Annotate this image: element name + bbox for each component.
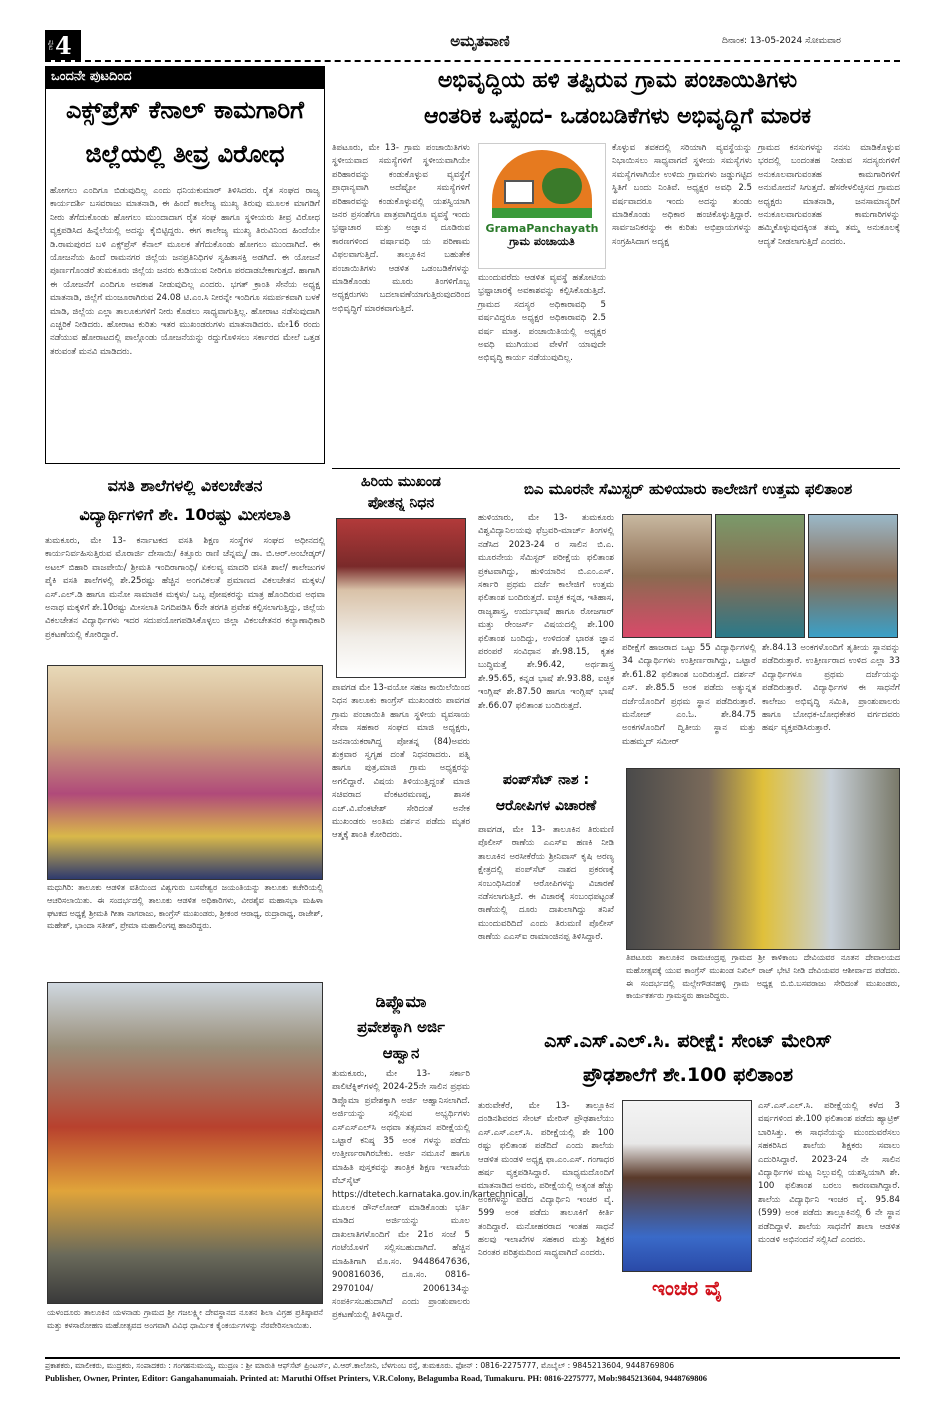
photo-basava-caption: ಮಧುಗಿರಿ: ತಾಲೂಕು ಆಡಳಿತ ವತಿಯಿಂದ ವಿಶ್ವಗುರು ಬಸವೇಶ್ವರ ಜಯಂತಿಯನ್ನು ತಾಲೂಕು ಕಚೇರಿಯಲ್ಲಿ ಆಚರಿಸಲಾಯಿತು. ಈ ಸಂದರ್ಭದಲ್ಲಿ ತಾಲೂಕು ಆಡಳಿತ ಅಧಿಕಾರಿಗಳು, ವೀರಶೈವ ಮಹಾಸಭಾ ಮಹಿಳಾ ಘಟಕದ ಅಧ್ಯಕ್ಷೆ ಶ್ರೀಮತಿ ಗೀತಾ ನಾಗರಾಜು, ಕಾಂಗ್ರೆಸ್ ಮುಖಂಡರು, ಶ್ರೀಕಂಠ ಆರಾಧ್ಯ, ರುದ್ರಾರಾಧ್ಯ, ರಾಜೇಶ್, ಮಹೇಶ್, ಭಾಂದಾ ಸತೀಶ್, ಪ್ರೇಮಾ ಮಹಾಲಿಂಗಪ್ಪ ಹಾಜರಿದ್ದರು. [47,883,323,931]
divider [332,468,900,469]
sslc-body-2: ಎಸ್.ಎಸ್.ಎಲ್.ಸಿ. ಪರೀಕ್ಷೆಯಲ್ಲಿ ಕಳೆದ 3 ವರ್ಷಗಳಿಂದ ಶೇ.100 ಫಲಿತಾಂಶ ಪಡೆದು ಹ್ಯಾಟ್ರಿಕ್ ಬಾರಿಸಿತ್ತು. ಈ ಸಾಧನೆಯನ್ನು ಮುಂದುವರೆಸಲು ಸಹಕರಿಸಿದ ಶಾಲೆಯ ಶಿಕ್ಷಕರು ಸವಾಲು ಎದುರಿಸಿದ್ದಾರೆ. 2023-24 ನೇ ಸಾಲಿನ ವಿದ್ಯಾರ್ಥಿಗಳ ಮಟ್ಟ ನಿಲ್ಲುವಲ್ಲಿ ಯಶಸ್ವಿಯಾಗಿ ಶೇ. 100 ಫಲಿತಾಂಶ ಬರಲು ಕಾರಣವಾಗಿದ್ದಾರೆ. ಶಾಲೆಯ ವಿದ್ಯಾರ್ಥಿನಿ ಇಂಚರ ವೈ. 95.84 (599) ಅಂಕ ಪಡೆದು ತಾಲ್ಲೂಕಿನಲ್ಲಿ 6 ನೇ ಸ್ಥಾನ ಪಡೆದಿದ್ದಾಳೆ. ಶಾಲೆಯ ಸಾಧನೆಗೆ ಶಾಲಾ ಆಡಳಿತ ಮಂಡಳಿ ಅಭಿನಂದನೆ ಸಲ್ಲಿಸಿದೆ ಎಂದರು. [758,1101,900,1246]
headline-pumpset-2: ಆರೋಪಿಗಳ ವಿಚಾರಣೆ [495,798,597,814]
headline-canal-2: ಜಿಲ್ಲೆಯಲ್ಲಿ ತೀವ್ರ ವಿರೋಧ [85,140,285,168]
masthead-divider [45,60,900,62]
diploma-body: ತುಮಕೂರು, ಮೇ 13- ಸರ್ಕಾರಿ ಪಾಲಿಟೆಕ್ನಿಕ್‌ಗಳಲ್ಲಿ 2024-25ನೇ ಸಾಲಿನ ಪ್ರಥಮ ಡಿಪ್ಲೊಮಾ ಪ್ರವೇಶಕ್ಕಾಗಿ ಅರ್ಜಿ ಆಹ್ವಾನಿಸಲಾಗಿದೆ. ಅರ್ಜಿಯನ್ನು ಸಲ್ಲಿಸುವ ಅಭ್ಯರ್ಥಿಗಳು ಎಸ್‌ಎಸ್‌ಎಲ್‌ಸಿ ಅಥವಾ ತತ್ಸಮಾನ ಪರೀಕ್ಷೆಯಲ್ಲಿ ಒಟ್ಟಾರೆ ಕನಿಷ್ಠ 35 ಅಂಕ ಗಳನ್ನು ಪಡೆದು ಉತ್ತೀರ್ಣರಾಗಿರಬೇಕು. ಅರ್ಜಿ ನಮೂನೆ ಹಾಗೂ ಮಾಹಿತಿ ಪುಸ್ತಕವನ್ನು ತಾಂತ್ರಿಕ ಶಿಕ್ಷಣ ಇಲಾಖೆಯ ವೆಬ್‌ಸೈಟ್ https://dtetech.karnataka.gov.in/kartechnical ಮೂಲಕ ಡೌನ್‌ಲೋಡ್ ಮಾಡಿಕೊಂಡು ಭರ್ತಿ ಮಾಡಿದ ಅರ್ಜಿಯನ್ನು ಮೂಲ ದಾಖಲಾತಿಗಳೊಂದಿಗೆ ಮೇ 21ರ ಸಂಜೆ 5 ಗಂಟೆಯೊಳಗೆ ಸಲ್ಲಿಸಬಹುದಾಗಿದೆ. ಹೆಚ್ಚಿನ ಮಾಹಿತಿಗಾಗಿ ಮೊ.ಸಂ. 9448647636, 900816036, ದೂ.ಸಂ. 0816-2970104/ 2006134ನ್ನು ಸಂಪರ್ಕಿಸಬಹುದಾಗಿದೆ ಎಂದು ಪ್ರಾಂಶುಪಾಲರು ಪ್ರಕಟಣೆಯಲ್ಲಿ ತಿಳಿಸಿದ್ದಾರೆ. [332,1069,526,1321]
story-reservation-body: ತುಮಕೂರು, ಮೇ 13- ಕರ್ನಾಟಕದ ವಸತಿ ಶಿಕ್ಷಣ ಸಂಸ್ಥೆಗಳ ಸಂಘದ ಅಧೀನದಲ್ಲಿ ಕಾರ್ಯನಿರ್ವಹಿಸುತ್ತಿರುವ ಮೊರಾರ್ಜಿ ದೇಸಾಯಿ/ ಕಿತ್ತೂರು ರಾಣಿ ಚೆನ್ನಮ್ಮ/ ಡಾ. ಬಿ.ಆರ್.ಅಂಬೇಡ್ಕರ್/ ಅಟಲ್ ಬಿಹಾರಿ ವಾಜಪೇಯಿ/ ಶ್ರೀಮತಿ ಇಂದಿರಾಗಾಂಧಿ/ ಏಕಲವ್ಯ ಮಾದರಿ ವಸತಿ ಶಾಲೆ/ ಕಾಲೇಜುಗಳ ಪೈಕಿ ವಸತಿ ಶಾಲೆಗಳಲ್ಲಿ ಶೇ.25ರಷ್ಟು ಹೆಚ್ಚಿನ ಅಂಗವಿಕಲತೆ ಪ್ರಮಾಣದ ವಿಕಲಚೇತನ ಮಕ್ಕಳು/ ಎಸ್.ಎಲ್.ಡಿ ಹಾಗೂ ಮನೋ ಸಾಮಾಜಿಕ ಮಕ್ಕಳು/ ಒಬ್ಬ ಪೋಷಕರನ್ನು ಮಾತ್ರ ಹೊಂದಿರುವ ಅಥವಾ ಅನಾಥ ಮಕ್ಕಳಿಗೆ ಶೇ.10ರಷ್ಟು ಮೀಸಲಾತಿ ನಿಗದಿಪಡಿಸಿ 6ನೇ ತರಗತಿ ಪ್ರವೇಶ ಕಲ್ಪಿಸಲಾಗುತ್ತಿದ್ದು, ಜಿಲ್ಲೆಯ ವಿಕಲಚೇತನ ವಿದ್ಯಾರ್ಥಿಗಳು ಇದರ ಸದುಪಯೋಗಪಡಿಸಿಕೊಳ್ಳಲು ಜಿಲ್ಲಾ ವಿಕಲಚೇತನರ ಕಲ್ಯಾಣಾಧಿಕಾರಿ ಪ್ರಕಟಣೆಯಲ್ಲಿ ಕೋರಿದ್ದಾರೆ. [45,536,325,640]
headline-diploma-1: ಡಿಪ್ಲೊಮಾ [375,992,427,1011]
panchayat-col-4: ಗ್ರಾಮದ ಕನಸುಗಳನ್ನು ನನಸು ಮಾಡಿಕೊಳ್ಳುವ ಭರದಲ್ಲಿ ಬಂದಂತಹ ನೀಡುವ ಸದಸ್ಯರುಗಳಿಗೆ ಅನುಕೂಲವಾಗುವಂತಹ ಕಾಮಗಾರಿಗಳಿಗೆ ಅನುಮೋದನೆ ಸಿಗುತ್ತದೆ. ಹೆಸರೇಳಲಿಚ್ಛಿಸದ ಗ್ರಾಮದ ಅಧ್ಯಕ್ಷರು ಮಾತನಾಡಿ, ಜನಸಾಮಾನ್ಯರಿಗೆ ಅನುಕೂಲವಾಗುವಂತಹ ಕಾಮಗಾರಿಗಳನ್ನು ಹಮ್ಮಿಕೊಳ್ಳುವುದಕ್ಕಿಂತ ತಮ್ಮ ತಮ್ಮ ಅನುಕೂಲಕ್ಕೆ ಆದ್ಯತೆ ನೀಡಲಾಗುತ್ತಿದೆ ಎಂದರು. [758,143,900,247]
photo-topper-2 [715,514,805,638]
headline-canal-1: ಎಕ್ಸ್‌ಪ್ರೆಸ್ ಕೆನಾಲ್ ಕಾಮಗಾರಿಗೆ [66,96,304,124]
student-name: ಇಂಚರ ವೈ [651,1276,723,1300]
house-icon [504,180,534,204]
panchayat-col-3: ಕೊಳ್ಳುವ ತವಕದಲ್ಲಿ ಸರಿಯಾಗಿ ವ್ಯವಸ್ಥೆಯನ್ನು ನಿಭಾಯಿಸಲು ಸಾಧ್ಯವಾಗದೆ ಸ್ಥಳೀಯ ಸಮಸ್ಯೆಗಳು ಸಮಸ್ಯೆಗಳಾಗಿಯೇ ಉಳಿದು ಗ್ರಾಮಗಳು ಜಡ್ಡುಗಟ್ಟಿದ ಸ್ಥಿತಿಗೆ ಬಂದು ನಿಂತಿವೆ. ಅಧ್ಯಕ್ಷರ ಅವಧಿ 2.5 ವರ್ಷವಾದರೂ ಇಂದು ಅದನ್ನು ತುಂಡು ಮಾಡಿಕೊಂಡು ಅಧಿಕಾರ ಹಂಚಿಕೊಳ್ಳುತ್ತಿದ್ದಾರೆ. ಸಾರ್ವಜನಿಕರನ್ನು ಈ ಕುರಿತು ಅಭಿಪ್ರಾಯಗಳನ್ನು ಸಂಗ್ರಹಿಸಿದಾಗ ಅದ್ಯಕ್ಷ [612,143,752,247]
headline-reservation-1: ವಸತಿ ಶಾಲೆಗಳಲ್ಲಿ ವಿಕಲಚೇತನ [107,476,263,495]
story-canal-body: ಹೋಗಲು ಎಂದಿಗೂ ಬಿಡುವುದಿಲ್ಲ ಎಂದು ಧನಿಯಕುಮಾರ್ ತಿಳಿಸಿದರು. ರೈತ ಸಂಘದ ರಾಜ್ಯ ಕಾರ್ಯದರ್ಶಿ ಬಸವರಾಜು ಮಾತನಾಡಿ, ಈ ಹಿಂದೆ ಕಾಲೇಜ್ಯ ಮುಖ್ಯ ತಿರುವು ಮೂಲಕ ಮಾಗಡಿಗೆ ನೀರು ತೆಗೆದುಕೊಂಡು ಹೋಗಲು ಮುಂದಾದಾಗ ರೈತ ಸಂಘ ಹಾಗೂ ಸ್ಥಳೀಯರು ತೀವ್ರ ವಿರೋಧ ವ್ಯಕ್ತಪಡಿಸಿದ ಹಿನ್ನೆಲೆಯಲ್ಲಿ ಅದನ್ನು ಕೈಬಿಟ್ಟಿದ್ದರು. ಈಗ ಕಾಲೇಜ್ಯ ಮುಖ್ಯ ತಿರುವಿನಿಂದ ಹಿಂದೆಯೇ ಡಿ.ರಾಮಪುರದ ಬಳಿ ಎಕ್ಸ್‌ಪ್ರೆಸ್ ಕೆನಾಲ್ ಮೂಲಕ ತೆಗೆದುಕೊಂಡು ಹೋಗಲು ಮುಂದಾಗಿದೆ. ಈ ಯೋಜನೆಯ ಹಿಂದೆ ರಾಮನಗರ ಜಿಲ್ಲೆಯ ಜನಪ್ರತಿನಿಧಿಗಳ ಸ್ವಹಿತಾಸಕ್ತಿ ಅಡಗಿದೆ. ಈ ಯೋಜನೆ ಪೂರ್ಣಗೊಂಡರೆ ತುಮಕೂರು ಜಿಲ್ಲೆಯ ಜನರು ಕುಡಿಯುವ ನೀರಿಗೂ ಪರದಾಡಬೇಕಾಗುತ್ತದೆ. ಹಾಗಾಗಿ ಈ ಯೋಜನೆಗೆ ಎಂದಿಗೂ ಅವಕಾಶ ನೀಡುವುದಿಲ್ಲ ಎಂದರು. ಭಗತ್ ಕ್ರಾಂತಿ ಸೇನೆಯ ಅಧ್ಯಕ್ಷ ಮಾತನಾಡಿ, ಜಿಲ್ಲೆಗೆ ಮಂಜೂರಾಗಿರುವ 24.08 ಟಿ.ಎಂ.ಸಿ ನೀರನ್ನೇ ಇಂದಿಗೂ ಸಮರ್ಪಕವಾಗಿ ಬಳಕೆ ಮಾಡಿ, ಜಿಲ್ಲೆಯ ಎಲ್ಲಾ ತಾಲೂಕುಗಳಿಗೆ ನೀರು ಕೊಡಲು ಸಾಧ್ಯವಾಗುತ್ತಿಲ್ಲ. ಹೋರಾಟ ನಡೆಸುವುದಾಗಿ ಎಚ್ಚರಿಕೆ ನೀಡಿದರು. ಹೋರಾಟ ಕುರಿತು ಇತರ ಮುಖಂಡರುಗಳು ಮಾತನಾಡಿದರು. ಮೇ16 ರಂದು ನಡೆಯುವ ಹೋರಾಟದಲ್ಲಿ ಪಾಲ್ಗೊಂಡು ಯೋಜನೆಯನ್ನು ರದ್ದುಗೊಳಿಸಲು ಸರ್ಕಾರದ ಮೇಲೆ ಒತ್ತಡ ತರುವಂತೆ ಮನವಿ ಮಾಡಿದರು. [50,186,320,357]
photo-toppers [622,514,898,638]
sslc-body-1: ತುರುವೇಕೆರೆ, ಮೇ 13- ತಾಲ್ಲೂಕಿನ ದಂಡಿನಶಿವರದ ಸೇಂಟ್ ಮೇರಿಸ್ ಪ್ರೌಢಶಾಲೆಯು ಎಸ್.ಎಸ್.ಎಲ್.ಸಿ. ಪರೀಕ್ಷೆಯಲ್ಲಿ ಶೇ 100 ರಷ್ಟು ಫಲಿತಾಂಶ ಪಡೆದಿದೆ ಎಂದು ಶಾಲೆಯ ಆಡಳಿತ ಮಂಡಳಿ ಅಧ್ಯಕ್ಷ ಫಾ.ಎಂ.ಎಸ್. ಗಂಗಾಧರ ಹರ್ಷ ವ್ಯಕ್ತಪಡಿಸಿದ್ದಾರೆ. ಮಾಧ್ಯಮದೊಂದಿಗೆ ಮಾತನಾಡಿದ ಅವರು, ಪರೀಕ್ಷೆಯಲ್ಲಿ ಅತ್ಯಂತ ಹೆಚ್ಚು ಅಂಕಗಳನ್ನು ಪಡೆದ ವಿದ್ಯಾರ್ಥಿನಿ ಇಂಚರ ವೈ. 599 ಅಂಕ ಪಡೆದು ತಾಲೂಕಿಗೆ ಕೀರ್ತಿ ತಂದಿದ್ದಾರೆ. ಮನೋಹರರಾದ ಇಂತಹ ಸಾಧನೆ ಹಲವು ಇಲಾಖೆಗಳ ಸಹಕಾರ ಮತ್ತು ಶಿಕ್ಷಕರ ನಿರಂತರ ಪರಿಶ್ರಮದಿಂದ ಸಾಧ್ಯವಾಗಿದೆ ಎಂದರು. [478,1101,614,1259]
page-number: 4 [55,30,72,60]
photo-temple-crowd [47,982,323,1304]
grama-panchayath-logo [478,143,606,269]
obituary-body: ಪಾವಗಡ ಮೇ 13-ವಯೋ ಸಹಜ ಕಾಯಿಲೆಯಿಂದ ನಿಧನ ತಾಲೂಕು ಕಾಂಗ್ರೆಸ್ ಮುಖಂಡರು ಪಾವಗಡ ಗ್ರಾಮ ಪಂಚಾಯಿತಿ ಹಾಗೂ ಸ್ಥಳೀಯ ವ್ಯವಸಾಯ ಸೇವಾ ಸಹಕಾರ ಸಂಘದ ಮಾಜಿ ಅಧ್ಯಕ್ಷರು, ಜನನಾಯಕರಾಗಿದ್ದ ಪೋತನ್ನ (84)ಅವರು ಶುಕ್ರವಾರ ಸ್ವಗೃಹ ದಂತೆ ನಿಧನರಾದರು. ಪತ್ನಿ ಹಾಗೂ ಪುತ್ರ,ಮಾಜಿ ಗ್ರಾಮ ಅಧ್ಯಕ್ಷರನ್ನು ಅಗಲಿದ್ದಾರೆ. ವಿಷಯ ತಿಳಿಯುತ್ತಿದ್ದಂತೆ ಮಾಜಿ ಸಚಿವರಾದ ವೆಂಕಟರಮಣಪ್ಪ, ಶಾಸಕ ಎಚ್.ವಿ.ವೆಂಕಟೇಶ್ ಸೇರಿದಂತೆ ಅನೇಕ ಮುಖಂಡರು ಅಂತಿಮ ದರ್ಶನ ಪಡೆದು ಮೃತರ ಆತ್ಮಕ್ಕೆ ಶಾಂತಿ ಕೋರಿದರು. [332,683,470,841]
paper-name: ಅಮೃತವಾಣಿ [450,32,510,50]
photo-topper-1 [622,514,712,638]
headline-diploma-2: ಪ್ರವೇಶಕ್ಕಾಗಿ ಅರ್ಜಿ [357,1018,445,1036]
results-body-1: ಹುಳಿಯಾರು, ಮೇ 13- ತುಮಕೂರು ವಿಶ್ವವಿದ್ಯಾನಿಲಯವು ಫೆಬ್ರವರಿ-ಮಾರ್ಚ್ ತಿಂಗಳಲ್ಲಿ ನಡೆಸಿದ 2023-24 ರ ಸಾಲಿನ ಬಿ.ಎ. ಮೂರನೇಯ ಸೆಮಿಸ್ಟರ್ ಪರೀಕ್ಷೆಯ ಫಲಿತಾಂಶ ಪ್ರಕಟವಾಗಿದ್ದು, ಹುಳಿಯಾರಿನ ಬಿ.ಎಂ.ಎಸ್. ಸರ್ಕಾರಿ ಪ್ರಥಮ ದರ್ಜೆ ಕಾಲೇಜಿಗೆ ಉತ್ತಮ ಫಲಿತಾಂಶ ಬಂದಿರುತ್ತದೆ. ಐಚ್ಛಿಕ ಕನ್ನಡ, ಇತಿಹಾಸ, ರಾಜ್ಯಶಾಸ್ತ್ರ, ಉರ್ದುಭಾಷೆ ಹಾಗೂ ರೋಜಗಾರ್ ಮತ್ತು ರೇಂಜರ್ಸ್ ವಿಷಯದಲ್ಲಿ ಶೇ.100 ಫಲಿತಾಂಶ ಬಂದಿದ್ದು, ಉಳಿದಂತೆ ಭಾರತ ಜ್ಞಾನ ಪರಂಪರೆ ಸಂವಿಧಾನ ಶೇ.98.15, ಕೃತಕ ಬುದ್ಧಿಮತ್ತೆ ಶೇ.96.42, ಅರ್ಥಶಾಸ್ತ್ರ ಶೇ.95.65, ಕನ್ನಡ ಭಾಷೆ ಶೇ.93.88, ಐಚ್ಛಿಕ ಇಂಗ್ಲಿಷ್ ಶೇ.87.50 ಹಾಗೂ ಇಂಗ್ಲಿಷ್ ಭಾಷೆ ಶೇ.66.07 ಫಲಿತಾಂಶ ಬಂದಿರುತ್ತದೆ. [478,513,614,711]
headline-panchayat-2: ಆಂತರಿಕ ಒಪ್ಪಂದ- ಒಡಂಬಡಿಕೆಗಳು ಅಭಿವೃದ್ಧಿಗೆ ಮಾರಕ [423,104,812,129]
logo-emblem [492,150,592,218]
photo-temple-crowd-caption: ಯಳಂದೂರು ತಾಲೂಕಿನ ಯಳನಾಡು ಗ್ರಾಮದ ಶ್ರೀ ಗಜಲಕ್ಷ್ಮೀ ದೇವಸ್ಥಾನದ ನೂತನ ಶಿಲಾ ವಿಗ್ರಹ ಪ್ರತಿಷ್ಠಾಪನೆ ಮತ್ತು ಕಳಸಾರೋಹಣ ಮಹೋತ್ಸವದ ಅಂಗವಾಗಿ ವಿವಿಧ ಧಾರ್ಮಿಕ ಕೈಂಕರ್ಯಗಳನ್ನು ನೆರವೇರಿಸಲಾಯಿತು. [47,1308,323,1330]
pumpset-body: ಪಾವಗಡ, ಮೇ 13- ತಾಲೂಕಿನ ತಿರುಮಣಿ ಪೊಲೀಸ್ ಠಾಣೆಯ ಎಎಸ್‌ಐ ಹಣಕಿ ನೀಡಿ ತಾಲೂಕಿನ ಅರಸೀಕೆರೆಯ ಶ್ರೀನಿವಾಸ್ ಕೃಷಿ ಅರಣ್ಯ ಕ್ಷೇತ್ರದಲ್ಲಿ ಪಂಪ್‌ಸೆಟ್ ನಾಶದ ಪ್ರಕರಣಕ್ಕೆ ಸಂಬಂಧಿಸಿದಂತೆ ಆರೋಪಿಗಳನ್ನು ವಿಚಾರಣೆ ನಡೆಸಲಾಗುತ್ತಿದೆ. ಈ ವಿಚಾರಕ್ಕೆ ಸಂಬಂಧಪಟ್ಟಂತೆ ಠಾಣೆಯಲ್ಲಿ ದೂರು ದಾಖಲಾಗಿದ್ದು ತನಿಖೆ ಮುಂದುವರಿದಿದೆ ಎಂದು ತಿರುಮಣಿ ಪೊಲೀಸ್ ಠಾಣೆಯ ಎಎಸ್‌ಐ ರಾಮಾಂಜಿನಪ್ಪ ತಿಳಿಸಿದ್ದಾರೆ. [478,825,614,943]
headline-sslc-2: ಪ್ರೌಢಶಾಲೆಗೆ ಶೇ.100 ಫಲಿತಾಂಶ [582,1064,794,1086]
footer-english: Publisher, Owner, Printer, Editor: Gangahanumaiah. Printed at: Maruthi Offset Printers, V.R.Colony, Belagumba Road, Tumakuru. PH: 0816-2275777, Mob:9845213604, 9448769806 [45,1373,708,1383]
photo-kalikamba-temple [626,768,900,950]
footer-rule [45,1357,900,1359]
headline-obituary-2: ಪೋತನ್ನ ನಿಧನ [367,495,435,511]
results-body-3: ಶೇ.84.13 ಅಂಕಗಳೊಂದಿಗೆ ತೃತೀಯ ಸ್ಥಾನವನ್ನು ಪಡೆದಿರುತ್ತಾರೆ. ಉತ್ತೀರ್ಣರಾದ ಉಳಿದ ಎಲ್ಲಾ 33 ವಿದ್ಯಾರ್ಥಿಗಳೂ ಪ್ರಥಮ ದರ್ಜೆಯನ್ನು ಪಡೆದಿರುತ್ತಾರೆ. ವಿದ್ಯಾರ್ಥಿಗಳ ಈ ಸಾಧನೆಗೆ ಕಾಲೇಜು ಅಭಿವೃದ್ಧಿ ಸಮಿತಿ, ಪ್ರಾಂಶುಪಾಲರು ಹಾಗೂ ಬೋಧಕ-ಬೋಧಕೇತರ ವರ್ಗದವರು ಹರ್ಷ ವ್ಯಕ್ತಪಡಿಸಿರುತ್ತಾರೆ. [762,643,900,734]
issue-date: ದಿನಾಂಕ: 13-05-2024 ಸೋಮವಾರ [722,36,841,46]
photo-pothanna [336,518,466,678]
footer-kannada: ಪ್ರಕಾಶಕರು, ಮಾಲೀಕರು, ಮುದ್ರಕರು, ಸಂಪಾದಕರು : ಗಂಗಹನುಮಯ್ಯ, ಮುದ್ರಣ : ಶ್ರೀ ಮಾರುತಿ ಆಫ್‌ಸೆಟ್ ಪ್ರಿಂಟರ್ಸ್, ವಿ.ಆರ್.ಕಾಲೋನಿ, ಬೆಳಗುಂಬ ರಸ್ತೆ, ತುಮಕೂರು. ಫೋನ್ : 0816-2275777, ಮೊಬೈಲ್ : 9845213604, 9448769806 [45,1361,675,1370]
panchayat-col-2: ಮುಂದುವರೆದು ಆಡಳಿತ ವ್ಯವಸ್ಥೆ ಹತೋಟಿಯ ಭ್ರಷ್ಟಾಚಾರಕ್ಕೆ ಅವಕಾಶವನ್ನು ಕಲ್ಪಿಸಿಕೊಡುತ್ತಿದೆ. ಗ್ರಾಮದ ಸದಸ್ಯರ ಅಧಿಕಾರಾವಧಿ 5 ವರ್ಷವಿದ್ದರೂ ಅಧ್ಯಕ್ಷರ ಅಧಿಕಾರಾವಧಿ 2.5 ವರ್ಷ ಮಾತ್ರ. ಪಂಚಾಯಿತಿಯಲ್ಲಿ ಅಧ್ಯಕ್ಷರ ಅವಧಿ ಮುಗಿಯುವ ವೇಳೆಗೆ ಯಾವುದೇ ಅಭಿವೃದ್ಧಿ ಕಾರ್ಯ ನಡೆಯುವುದಿಲ್ಲ. [478,273,606,364]
headline-pumpset-1: ಪಂಪ್‌ಸೆಟ್ ನಾಶ : [502,772,590,788]
photo-topper-3 [808,514,898,638]
headline-panchayat-1: ಅಭಿವೃದ್ಧಿಯ ಹಳಿ ತಪ್ಪಿರುವ ಗ್ರಾಮ ಪಂಚಾಯಿತಿಗಳು [437,68,798,93]
logo-text-kannada: ಗ್ರಾಮ ಪಂಚಾಯತಿ [509,235,575,248]
headline-reservation-2: ವಿದ್ಯಾರ್ಥಿಗಳಿಗೆ ಶೇ. 10ರಷ್ಟು ಮೀಸಲಾತಿ [79,505,291,524]
headline-ba-results: ಬಿಎ ಮೂರನೇ ಸೆಮಿಸ್ಟರ್ ಹುಳಿಯಾರು ಕಾಲೇಜಿಗೆ ಉತ್ತಮ ಫಲಿತಾಂಶ [523,480,853,498]
panchayat-col-1: ತಿಪಟೂರು, ಮೇ 13- ಗ್ರಾಮ ಪಂಚಾಯಿತಿಗಳು ಸ್ಥಳೀಯವಾದ ಸಮಸ್ಯೆಗಳಿಗೆ ಸ್ಥಳೀಯವಾಗಿಯೇ ಪರಿಹಾರವನ್ನು ಕಂಡುಕೊಳ್ಳುವ ವ್ಯವಸ್ಥೆಗೆ ಪ್ರಾಧಾನ್ಯವಾಗಿ ಅದೆಷ್ಟೋ ಸಮಸ್ಯೆಗಳಿಗೆ ಪರಿಹಾರವನ್ನು ಕಂಡುಕೊಳ್ಳುವಲ್ಲಿ ಯಶಸ್ವಿಯಾಗಿ ಜನರ ಪ್ರಸಂಶೆಗೂ ಪಾತ್ರವಾಗಿದ್ದರೂ ವ್ಯವಸ್ಥೆ ಇಂದು ಭ್ರಷ್ಟಾಚಾರ ಮತ್ತು ಅಜ್ಞಾನ ದೂಡಿರುವ ಕಾರಣಗಳಿಂದ ವರ್ಷಾವಧಿ ಯ ಪರಿಣಾಮ ವಿಫಲವಾಗುತ್ತಿದೆ. ತಾಲ್ಲೂಕಿನ ಬಹುತೇಕ ಪಂಚಾಯಿತಿಗಳು ಆಡಳಿತ ಒಡಂಬಡಿಕೆಗಳನ್ನು ಮಾಡಿಕೊಂಡು ಮೂರು ತಿಂಗಳಿಗೊಬ್ಬ ಅಧ್ಯಕ್ಷರುಗಳು ಬದಲಾವಣೆಯಾಗುತ್ತಿರುವುದರಿಂದ ಅಭಿವೃದ್ಧಿಗೆ ಮಾರಕವಾಗುತ್ತಿದೆ. [332,143,470,314]
page-number-box [45,30,81,60]
photo-student-inchara [622,1100,752,1272]
page-label: ಪುಟ [47,39,55,51]
photo-basava-jayanti [47,665,323,880]
headline-sslc-1: ಎಸ್.ಎಸ್.ಎಲ್.ಸಿ. ಪರೀಕ್ಷೆ: ಸೇಂಟ್ ಮೇರಿಸ್ [544,1030,832,1052]
results-body-2: ಪರೀಕ್ಷೆಗೆ ಹಾಜರಾದ ಒಟ್ಟು 55 ವಿದ್ಯಾರ್ಥಿಗಳಲ್ಲಿ 34 ವಿದ್ಯಾರ್ಥಿಗಳು ಉತ್ತೀರ್ಣರಾಗಿದ್ದು, ಒಟ್ಟಾರೆ ಶೇ.61.82 ಫಲಿತಾಂಶ ಬಂದಿರುತ್ತದೆ. ದರ್ಶನ್ ಎಸ್. ಶೇ.85.5 ಅಂಕ ಪಡೆದು ಅತ್ಯುನ್ನತ ದರ್ಜೆಯೊಂದಿಗೆ ಪ್ರಥಮ ಸ್ಥಾನ ಪಡೆದಿರುತ್ತಾರೆ. ಮನೋಜ್ ಎಂ.ಓ. ಶೇ.84.75 ಅಂಕಗಳೊಂದಿಗೆ ದ್ವಿತೀಯ ಸ್ಥಾನ ಮತ್ತು ಮಹಮ್ಮದ್ ಸಮೀರ್ [622,643,756,747]
headline-diploma-3: ಆಹ್ವಾನ [382,1044,420,1062]
temple-caption: ತಿಪಟೂರು ತಾಲೂಕಿನ ರಾಮಚಂದ್ರಪ್ಪ ಗ್ರಾಮದ ಶ್ರೀ ಕಾಳಿಕಾಂಬ ದೇವಿಯವರ ನೂತನ ದೇವಾಲಯದ ಮಹೋತ್ಸವಕ್ಕೆ ಯುವ ಕಾಂಗ್ರೆಸ್ ಮುಖಂಡ ನಿಖಿಲ್ ರಾಜ್ ಭೇಟಿ ನೀಡಿ ದೇವಿಯವರ ಆಶೀರ್ವಾದ ಪಡೆದರು. ಈ ಸಂದರ್ಭದಲ್ಲಿ ಮಲ್ಲೇಗೌಡನಹಳ್ಳಿ ಗ್ರಾಮ ಅಧ್ಯಕ್ಷ ಬಿ.ಬಿ.ಬಸವರಾಜು ಸೇರಿದಂತೆ ಮುಖಂಡರು, ಕಾರ್ಯಕರ್ತರು ಗ್ರಾಮಸ್ಥರು ಹಾಜರಿದ್ದರು. [626,953,900,1001]
logo-text: GramaPanchayath [485,222,599,235]
tree-icon [542,168,582,204]
section-tag: ಒಂದನೇ ಪುಟದಿಂದ [45,66,325,88]
headline-obituary-1: ಹಿರಿಯ ಮುಖಂಡ [361,474,441,490]
